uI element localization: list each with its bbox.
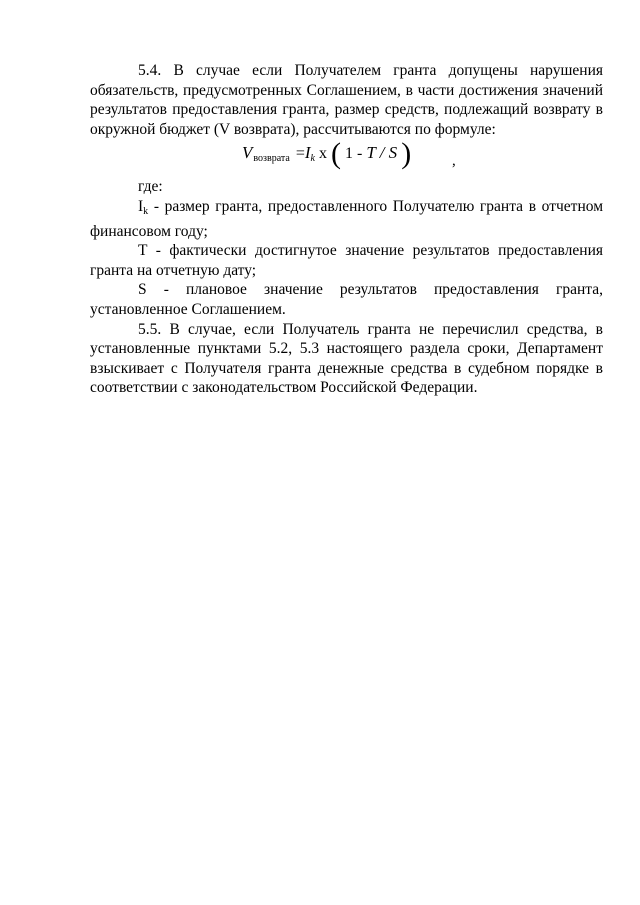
definition-ik-text: - размер гранта, предоставленного Получателю гранта в отчетном финансовом году;: [90, 197, 603, 240]
definition-ik-subscript: k: [143, 205, 149, 217]
formula-one-minus: 1 -: [344, 145, 363, 163]
definition-ik: [90, 197, 603, 241]
formula-comma: ,: [452, 153, 456, 170]
formula-t-over-s: T / S: [366, 143, 398, 163]
document-body: [90, 61, 603, 398]
where-label: где:: [138, 178, 163, 196]
paragraph-5-5: 5.5. В случае, если Получатель гранта не перечислил средства, в установленные пунктами 5.2, 5.3 настоящего раздела сроки, Департамент взыскивает с Получателя гранта денежные средства в судебном порядке в соответствии с законодательством Российской Федерации.: [90, 320, 603, 397]
formula-v-subscript: возврата: [253, 153, 290, 165]
formula-times: x: [318, 145, 327, 163]
formula-i: I: [304, 143, 311, 163]
formula-equals: =: [295, 145, 305, 163]
definition-s: S - плановое значение результатов предоставления гранта, установленное Соглашением.: [90, 281, 603, 318]
formula-open-paren: (: [330, 137, 341, 171]
paragraph-5-4: 5.4. В случае если Получателем гранта допущены нарушения обязательств, предусмотренных Соглашением, в части достижения значений результатов предоставления гранта, размер средств, подлежащий возврату в окружной бюджет (V возврата), рассчитываются по формуле:: [90, 62, 603, 138]
refund-formula: [90, 139, 603, 177]
formula-i-subscript: k: [310, 153, 315, 165]
definition-t: T - фактически достигнутое значение результатов предоставления гранта на отчетную дату;: [90, 242, 603, 279]
formula-close-paren: ): [401, 137, 412, 171]
definition-ik-symbol: I: [138, 197, 144, 215]
formula-expression: [242, 137, 412, 171]
formula-v: V: [242, 143, 253, 163]
